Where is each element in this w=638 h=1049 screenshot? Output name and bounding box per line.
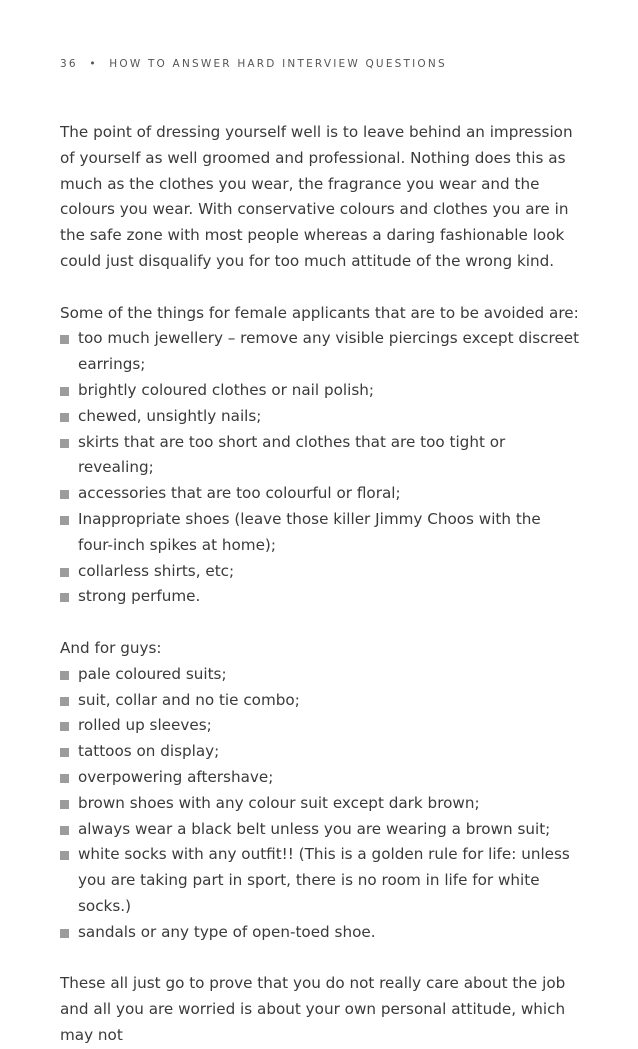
male-list-intro: And for guys: (60, 638, 162, 657)
list-item (60, 378, 580, 404)
page-number: 36 (60, 58, 78, 70)
list-item (60, 739, 580, 765)
list-item (60, 817, 580, 843)
list-item-text: rolled up sleeves; (78, 716, 212, 735)
header-separator: • (89, 58, 98, 70)
list-item-text: brown shoes with any colour suit except dark brown; (78, 793, 480, 812)
list-item (60, 481, 580, 507)
list-item (60, 559, 580, 585)
male-avoid-list (60, 662, 580, 946)
list-item (60, 842, 580, 919)
list-item (60, 326, 580, 378)
square-bullet-icon (60, 568, 69, 577)
closing-paragraph: These all just go to prove that you do not really care about the job and all you are worried is about your own personal attitude, which may not (60, 974, 566, 1044)
list-item-text: skirts that are too short and clothes that are too tight or revealing; (78, 432, 506, 477)
page-body (60, 120, 580, 1049)
square-bullet-icon (60, 697, 69, 706)
intro-paragraph: The point of dressing yourself well is to leave behind an impression of yourself as well groomed and professional. Nothing does this as much as the clothes you wear, the fragrance you wear and the colours you wear. With conservative colours and clothes you are in the safe zone with most people whereas a daring fashionable look could just disqualify you for too much attitude of the wrong kind. (60, 123, 573, 270)
list-item (60, 662, 580, 688)
list-item-text: tattoos on display; (78, 742, 220, 761)
square-bullet-icon (60, 851, 69, 860)
list-item-text: white socks with any outfit!! (This is a golden rule for life: unless you are taking part in sport, there is no room in life for white socks.) (78, 845, 570, 915)
list-item (60, 713, 580, 739)
list-item (60, 765, 580, 791)
list-item-text: always wear a black belt unless you are wearing a brown suit; (78, 819, 551, 838)
square-bullet-icon (60, 516, 69, 525)
square-bullet-icon (60, 439, 69, 448)
square-bullet-icon (60, 929, 69, 938)
running-header (60, 58, 447, 70)
list-item-text: brightly coloured clothes or nail polish; (78, 380, 374, 399)
list-item (60, 430, 580, 482)
square-bullet-icon (60, 490, 69, 499)
square-bullet-icon (60, 593, 69, 602)
list-item-text: sandals or any type of open-toed shoe. (78, 922, 376, 941)
square-bullet-icon (60, 413, 69, 422)
list-item (60, 507, 580, 559)
square-bullet-icon (60, 671, 69, 680)
square-bullet-icon (60, 800, 69, 809)
list-item-text: pale coloured suits; (78, 664, 227, 683)
square-bullet-icon (60, 722, 69, 731)
list-item-text: accessories that are too colourful or floral; (78, 484, 401, 503)
square-bullet-icon (60, 826, 69, 835)
list-item (60, 688, 580, 714)
list-item-text: Inappropriate shoes (leave those killer Jimmy Choos with the four-inch spikes at home); (78, 509, 541, 554)
list-item (60, 584, 580, 610)
female-avoid-list (60, 326, 580, 610)
list-item-text: suit, collar and no tie combo; (78, 690, 300, 709)
square-bullet-icon (60, 748, 69, 757)
list-item-text: overpowering aftershave; (78, 767, 274, 786)
list-item-text: strong perfume. (78, 587, 201, 606)
list-item (60, 404, 580, 430)
list-item-text: collarless shirts, etc; (78, 561, 235, 580)
list-item (60, 920, 580, 946)
book-title: HOW TO ANSWER HARD INTERVIEW QUESTIONS (109, 58, 447, 70)
female-list-intro: Some of the things for female applicants that are to be avoided are: (60, 303, 579, 322)
list-item-text: chewed, unsightly nails; (78, 406, 262, 425)
list-item (60, 791, 580, 817)
square-bullet-icon (60, 774, 69, 783)
square-bullet-icon (60, 335, 69, 344)
square-bullet-icon (60, 387, 69, 396)
list-item-text: too much jewellery – remove any visible piercings except discreet earrings; (78, 329, 580, 374)
